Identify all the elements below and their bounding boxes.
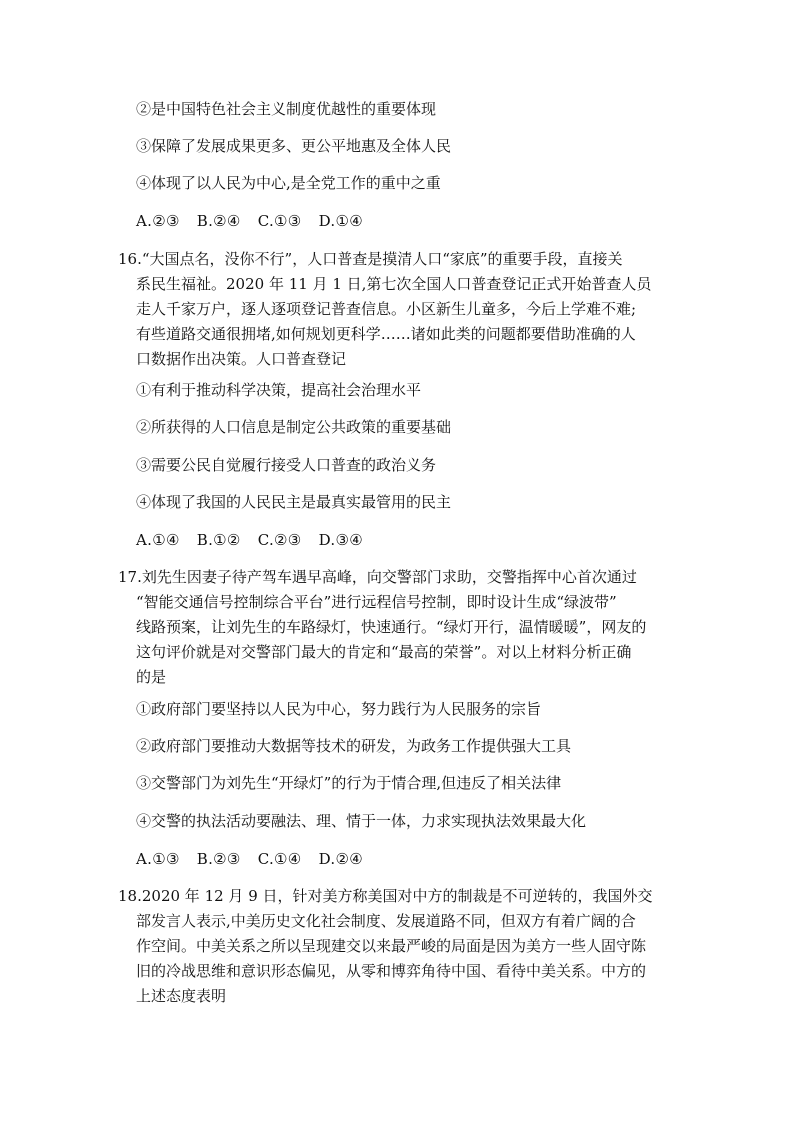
q18-stem-line-5: 上述态度表明: [136, 987, 227, 1005]
q16-option-1: ①有利于推动科学决策，提高社会治理水平: [136, 381, 422, 399]
q17-option-1: ①政府部门要坚持以人民为中心，努力践行为人民服务的宗旨: [136, 700, 542, 718]
q17-stem-line-1: 17.刘先生因妻子待产驾车遇早高峰，向交警部门求助，交警指挥中心首次通过: [118, 568, 637, 586]
prev-option-2: ②是中国特色社会主义制度优越性的重要体现: [136, 100, 437, 118]
q17-answer-a: A.①③: [136, 850, 180, 868]
prev-answer-choices: [136, 211, 375, 231]
q16-option-3: ③需要公民自觉履行接受人口普查的政治义务: [136, 456, 437, 474]
q16-option-4: ④体现了我国的人民民主是最真实最管用的民主: [136, 493, 452, 511]
q16-stem-line-2: 系民生福祉。2020 年 11 月 1 日,第七次全国人口普查登记正式开始普查人员: [136, 275, 652, 293]
q16-option-2: ②所获得的人口信息是制定公共政策的重要基础: [136, 418, 452, 436]
q16-stem-line-4: 有些道路交通很拥堵,如何规划更科学……诸如此类的问题都要借助准确的人: [136, 325, 636, 343]
q16-stem-line-5: 口数据作出决策。人口普查登记: [136, 350, 347, 368]
q17-stem-line-5: 的是: [136, 668, 167, 686]
q17-answer-b: B.②③: [196, 850, 241, 868]
q18-stem-line-3: 作空间。中美关系之所以呈现建交以来最严峻的局面是因为美方一些人固守陈: [136, 937, 647, 955]
q18-stem-line-4: 旧的冷战思维和意识形态偏见，从零和博弈角待中国、看待中美关系。中方的: [136, 962, 647, 980]
q17-answer-choices: [136, 849, 375, 869]
prev-answer-b: B.②④: [196, 212, 241, 230]
q18-stem-line-1: 18.2020 年 12 月 9 日，针对美方称美国对中方的制裁是不可逆转的，我国外交: [118, 887, 653, 905]
q17-answer-d: D.②④: [318, 850, 363, 868]
q16-answer-d: D.③④: [318, 531, 363, 549]
q16-stem-line-1: 16.“大国点名，没你不行”，人口普查是摸清人口“家底”的重要手段，直接关: [118, 250, 623, 268]
prev-answer-c: C.①③: [257, 212, 302, 230]
q17-answer-c: C.①④: [257, 850, 302, 868]
q17-option-2: ②政府部门要推动大数据等技术的研发，为政务工作提供强大工具: [136, 737, 572, 755]
q17-option-3: ③交警部门为刘先生“开绿灯”的行为于情合理,但违反了相关法律: [136, 774, 562, 792]
q17-option-4: ④交警的执法活动要融法、理、情于一体，力求实现执法效果最大化: [136, 812, 587, 830]
q16-answer-choices: [136, 530, 375, 550]
prev-option-4: ④体现了以人民为中心,是全党工作的重中之重: [136, 174, 441, 192]
q18-stem-line-2: 部发言人表示,中美历史文化社会制度、发展道路不同，但双方有着广阔的合: [136, 912, 636, 930]
q17-stem-line-3: 线路预案，让刘先生的车路绿灯，快速通行。“绿灯开行，温情暖暖”，网友的: [136, 618, 647, 636]
q17-stem-line-2: “智能交通信号控制综合平台”进行远程信号控制，即时设计生成“绿波带”: [136, 593, 617, 611]
q16-answer-b: B.①②: [196, 531, 241, 549]
prev-answer-d: D.①④: [318, 212, 363, 230]
prev-option-3: ③保障了发展成果更多、更公平地惠及全体人民: [136, 137, 452, 155]
q16-stem-line-3: 走人千家万户，逐人逐项登记普查信息。小区新生儿童多，今后上学难不难;: [136, 300, 637, 318]
q16-answer-a: A.①④: [136, 531, 180, 549]
q16-answer-c: C.②③: [257, 531, 302, 549]
q17-stem-line-4: 这句评价就是对交警部门最大的肯定和“最高的荣誉”。对以上材料分析正确: [136, 643, 632, 661]
prev-answer-a: A.②③: [136, 212, 180, 230]
